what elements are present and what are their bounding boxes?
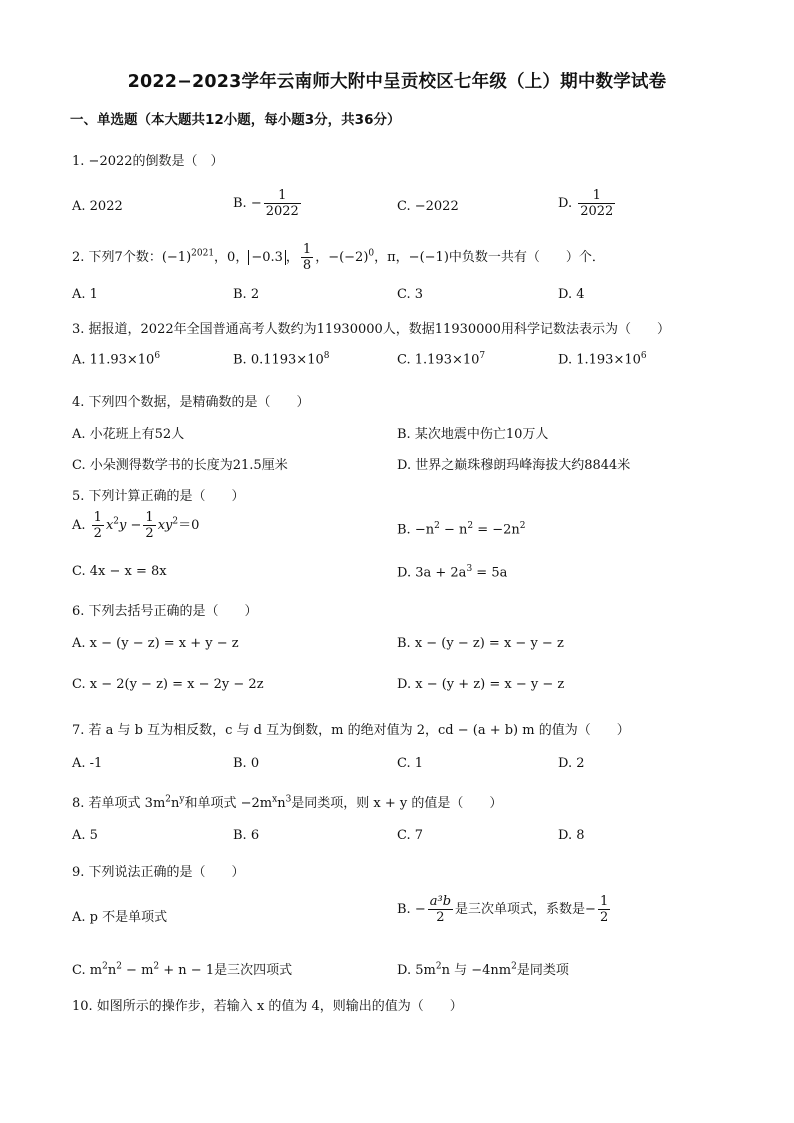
exponent: 2: [113, 516, 120, 527]
option-text: = 5a: [472, 565, 508, 581]
q1-option-b[interactable]: [233, 188, 303, 219]
q4-option-c[interactable]: C. 小朵测得数学书的长度为21.5厘米: [72, 458, 288, 473]
denominator: 2: [599, 910, 609, 925]
q6-option-d[interactable]: D. x − (y + z) = x − y − z: [397, 677, 565, 692]
q9-option-b[interactable]: [397, 894, 612, 925]
numerator: 1: [578, 188, 615, 204]
exponent: 2: [435, 961, 442, 972]
q3-option-c[interactable]: [397, 351, 485, 367]
q1-stem: 的倒数是（ ）: [132, 154, 224, 169]
option-text: n 与 −4nm: [441, 963, 512, 978]
option-label: B.: [397, 902, 411, 917]
q8-text: 8. 若单项式 3m: [72, 796, 166, 811]
q7-option-d[interactable]: D. 2: [558, 756, 585, 771]
q7-option-c[interactable]: C. 1: [397, 756, 424, 771]
q2-option-b[interactable]: B. 2: [233, 287, 260, 302]
section-heading: 一、单选题（本大题共12小题，每小题3分，共36分）: [70, 112, 401, 128]
option-text: D. 5m: [397, 963, 436, 978]
q2-option-d[interactable]: D. 4: [558, 287, 585, 302]
question-7: 7. 若 a 与 b 互为相反数，c 与 d 互为倒数，m 的绝对值为 2，cd − (a + b) m 的值为（ ）: [72, 723, 630, 738]
denominator: 8: [302, 258, 312, 273]
q9-option-a[interactable]: A. p 不是单项式: [72, 910, 168, 925]
q8-option-d[interactable]: D. 8: [558, 828, 585, 843]
option-text: D. 1.193×10: [558, 352, 641, 368]
q8-text: n: [171, 796, 180, 811]
exponent: 2: [434, 521, 440, 531]
option-text: B. 0.1193×10: [233, 352, 324, 368]
exponent: 0: [368, 248, 375, 259]
q1-option-a[interactable]: A. 2022: [72, 199, 123, 214]
exam-title: 2022−2023学年云南师大附中呈贡校区七年级（上）期中数学试卷: [127, 72, 667, 92]
q6-option-a[interactable]: A. x − (y − z) = x + y − z: [72, 636, 239, 651]
q8-text: 和单项式 −2m: [184, 796, 273, 811]
numerator: 1: [264, 188, 301, 204]
option-text: − m: [121, 963, 154, 978]
q2-option-c[interactable]: C. 3: [397, 287, 424, 302]
exponent: 3: [285, 794, 292, 805]
option-text: C. m: [72, 963, 103, 978]
question-5: 5. 下列计算正确的是（ ）: [72, 489, 245, 504]
q2-text: ，π，−(−1)中负数一共有（ ）个．: [374, 250, 605, 265]
q2-text: 下列7个数：: [88, 250, 162, 265]
denominator: 2022: [265, 204, 299, 219]
q4-option-d[interactable]: D. 世界之巅珠穆朗玛峰海拔大约8844米: [397, 458, 631, 473]
exponent: 2: [165, 794, 172, 805]
option-text: − n: [439, 522, 468, 538]
q9-option-d[interactable]: [397, 959, 569, 978]
q8-option-b[interactable]: B. 6: [233, 828, 260, 843]
option-label: A.: [72, 518, 86, 533]
question-6: 6. 下列去括号正确的是（ ）: [72, 604, 258, 619]
q6-option-c[interactable]: C. x − 2(y − z) = x − 2y − 2z: [72, 677, 264, 692]
option-label: B.: [233, 196, 247, 211]
q4-option-a[interactable]: A. 小花班上有52人: [72, 427, 185, 442]
q3-option-a[interactable]: [72, 351, 160, 367]
exponent: 2: [116, 961, 122, 972]
exponent: 2: [153, 961, 160, 972]
exponent: 2: [102, 961, 108, 972]
question-4: 4. 下列四个数据，是精确数的是（ ）: [72, 395, 310, 410]
denominator: 2022: [580, 204, 614, 219]
fraction: [578, 188, 615, 219]
q2-text: ，0，: [214, 250, 249, 265]
q2-option-a[interactable]: A. 1: [72, 287, 98, 302]
exponent: 2021: [191, 248, 215, 259]
q8-text: 是同类项，则 x + y 的值是（ ）: [291, 796, 503, 811]
q5-option-d[interactable]: [397, 564, 507, 580]
variable: x: [105, 518, 114, 533]
q1-option-d[interactable]: [558, 188, 617, 219]
option-text: + n − 1是三次四项式: [159, 963, 293, 978]
q2-math: (−1): [161, 250, 192, 265]
absolute-value: −0.3: [248, 250, 286, 265]
option-text: = −2n: [473, 522, 520, 538]
question-9: 9. 下列说法正确的是（ ）: [72, 865, 245, 880]
q7-option-a[interactable]: A. -1: [72, 756, 103, 771]
exponent: 3: [466, 564, 473, 574]
numerator: 1: [145, 510, 154, 525]
q6-option-b[interactable]: B. x − (y − z) = x − y − z: [397, 636, 564, 651]
question-10: 10. 如图所示的操作步，若输入 x 的值为 4，则输出的值为（ ）: [72, 999, 463, 1014]
exponent: 2: [511, 961, 517, 972]
option-text: A. 11.93×10: [72, 352, 155, 368]
question-2: [72, 242, 605, 273]
option-text: B. −n: [397, 522, 435, 538]
math-text: ＝0: [178, 518, 200, 533]
exponent: 7: [479, 351, 486, 361]
exponent: 2: [519, 521, 526, 531]
denominator: 2: [145, 526, 154, 541]
q4-option-b[interactable]: B. 某次地震中伤亡10万人: [397, 427, 549, 442]
q1-number: 1.: [72, 154, 85, 169]
fraction: [428, 894, 453, 925]
question-1: [72, 150, 224, 169]
q7-option-b[interactable]: B. 0: [233, 756, 260, 771]
variable: xy: [157, 518, 173, 533]
numerator: 1: [599, 894, 609, 909]
numerator: 1: [93, 510, 102, 525]
fraction: [92, 510, 104, 541]
fraction: [598, 894, 610, 925]
exponent: 6: [640, 351, 647, 361]
denominator: 2: [93, 526, 102, 541]
question-3: 3. 据报道，2022年全国普通高考人数约为11930000人，数据11930000用科学记数法表示为（ ）: [72, 322, 670, 337]
option-text: C. 1.193×10: [397, 352, 480, 368]
q5-option-a[interactable]: [72, 510, 199, 541]
exponent: y: [179, 794, 185, 805]
q9-option-c[interactable]: [72, 959, 292, 978]
minus-sign: −: [250, 196, 262, 211]
exponent: x: [272, 794, 278, 805]
option-label: D.: [558, 196, 573, 211]
option-text: 是同类项: [516, 963, 569, 978]
q1-option-c[interactable]: C. −2022: [397, 199, 459, 214]
q8-text: n: [277, 796, 286, 811]
q5-option-c[interactable]: C. 4x − x = 8x: [72, 564, 167, 579]
minus-sign: −: [414, 902, 426, 917]
q5-option-b[interactable]: [397, 521, 526, 537]
numerator: 1: [302, 242, 312, 257]
exponent: 2: [467, 521, 474, 531]
exponent: 8: [323, 351, 330, 361]
q3-option-b[interactable]: [233, 351, 329, 367]
numerator: a³b: [429, 894, 452, 909]
minus-sign: −: [585, 902, 596, 917]
option-text: 是三次单项式，系数是: [455, 902, 586, 917]
q1-math: −2022: [88, 154, 133, 169]
option-text: n: [107, 963, 117, 978]
math-text: y −: [119, 518, 142, 533]
fraction: [264, 188, 301, 219]
q3-option-d[interactable]: [558, 351, 647, 367]
q2-number: 2.: [72, 250, 85, 265]
q8-option-c[interactable]: C. 7: [397, 828, 424, 843]
exponent: 6: [154, 351, 161, 361]
q2-text: ，−(−2): [315, 250, 369, 265]
question-8: [72, 792, 502, 811]
denominator: 2: [436, 910, 445, 925]
option-text: D. 3a + 2a: [397, 565, 467, 581]
exponent: 2: [172, 516, 179, 527]
fraction: [143, 510, 155, 541]
q8-option-a[interactable]: A. 5: [72, 828, 98, 843]
q2-text: ，: [285, 250, 299, 265]
fraction: [301, 242, 313, 273]
